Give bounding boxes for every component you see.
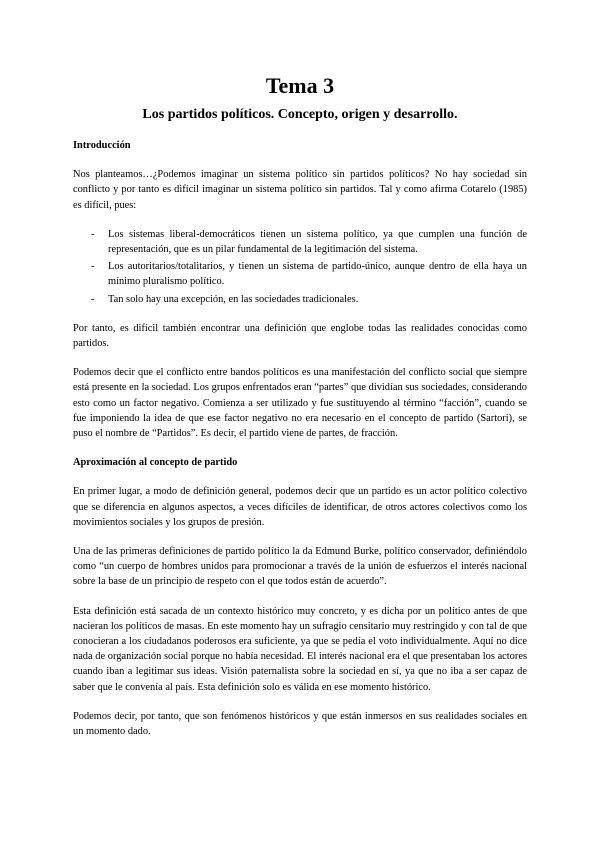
bullet-marker: - xyxy=(91,228,95,240)
intro-paragraph: Nos planteamos…¿Podemos imaginar un sistema político sin partidos políticos? No hay sociedad sin conflicto y por tanto es difícil imaginar un sistema político sin partidos. Tal y como afirma Cotarelo (1985) es difícil, pues: xyxy=(73,169,527,211)
paragraph-fenomenos: Podemos decir, por tanto, que son fenómenos históricos y que están inmersos en sus realidades sociales en un momento dado. xyxy=(73,710,527,738)
paragraph-burke: Una de las primeras definiciones de partido político la da Edmund Burke, político conservador, definiéndolo como “un cuerpo de hombres unidos para promocionar a través de la unión de esfuerzos el interés nacional sobre la base de un principio de respeto con el que todos están de acuerdo”. xyxy=(73,546,527,588)
list-item-text: Los sistemas liberal-democráticos tienen un sistema político, ya que cumplen una función de representación, que es un pilar fundamental de la legitimación del sistema. xyxy=(108,228,527,256)
paragraph-conflicto: Podemos decir que el conflicto entre bandos políticos es una manifestación del conflicto social que siempre está presente en la sociedad. Los grupos enfrentados eran “partes” que dividían sus sociedades, considerando esto como un factor negativo. Comienza a ser utilizado y fue sustituyendo al término “facción”, cuando se fue imponiendo la idea de que ese factor negativo no era necesario en el concepto de partido (Sartori), se puso el nombre de “Partidos”. Es decir, el partido viene de partes, de fracción. xyxy=(73,367,527,440)
bullet-marker: - xyxy=(91,293,95,305)
document-body xyxy=(73,138,527,753)
list-item-text: Los autoritarios/totalitarios, y tienen un sistema de partido-único, aunque dentro de ella haya un mínimo pluralismo político. xyxy=(108,261,527,288)
section-heading-introduccion: Introducción xyxy=(73,140,131,151)
bullet-list xyxy=(73,227,527,307)
page-subtitle: Los partidos políticos. Concepto, origen y desarrollo. xyxy=(142,107,458,122)
paragraph-contexto-historico: Esta definición está sacada de un contexto histórico muy concreto, y es dicha por un político antes de que nacieran los políticos de masas. En este momento hay un sufragio censitario muy restringido y con tal de que conocieran a los ciudadanos poderosos era suficiente, ya que se pedía el voto individualmente. Aquí no dice nada de organización social porque no había necesidad. El interés nacional era el que presentaban los actores cuando iban a legitimar sus ideas. Visión paternalista sobre la sociedad en sí, ya que no iba a ser capaz de saber que le convenía al país. Esta definición solo es válida en ese momento histórico. xyxy=(73,605,527,693)
paragraph-definicion: Por tanto, es difícil también encontrar una definición que englobe todas las realidades conocidas como partidos. xyxy=(73,322,527,350)
list-item xyxy=(73,259,527,289)
page-title: Tema 3 xyxy=(265,73,335,98)
list-item-text: Tan solo hay una excepción, en las sociedades tradicionales. xyxy=(108,293,359,305)
list-item xyxy=(73,292,527,307)
bullet-marker: - xyxy=(91,261,95,273)
paragraph-actor-colectivo: En primer lugar, a modo de definición general, podemos decir que un partido es un actor político colectivo que se diferencia en algunos aspectos, a veces difíciles de identificar, de otros actores colectivos como los movimientos sociales y los grupos de presión. xyxy=(73,486,527,528)
section-heading-concepto: Aproximación al concepto de partido xyxy=(73,457,238,469)
list-item xyxy=(73,227,527,257)
